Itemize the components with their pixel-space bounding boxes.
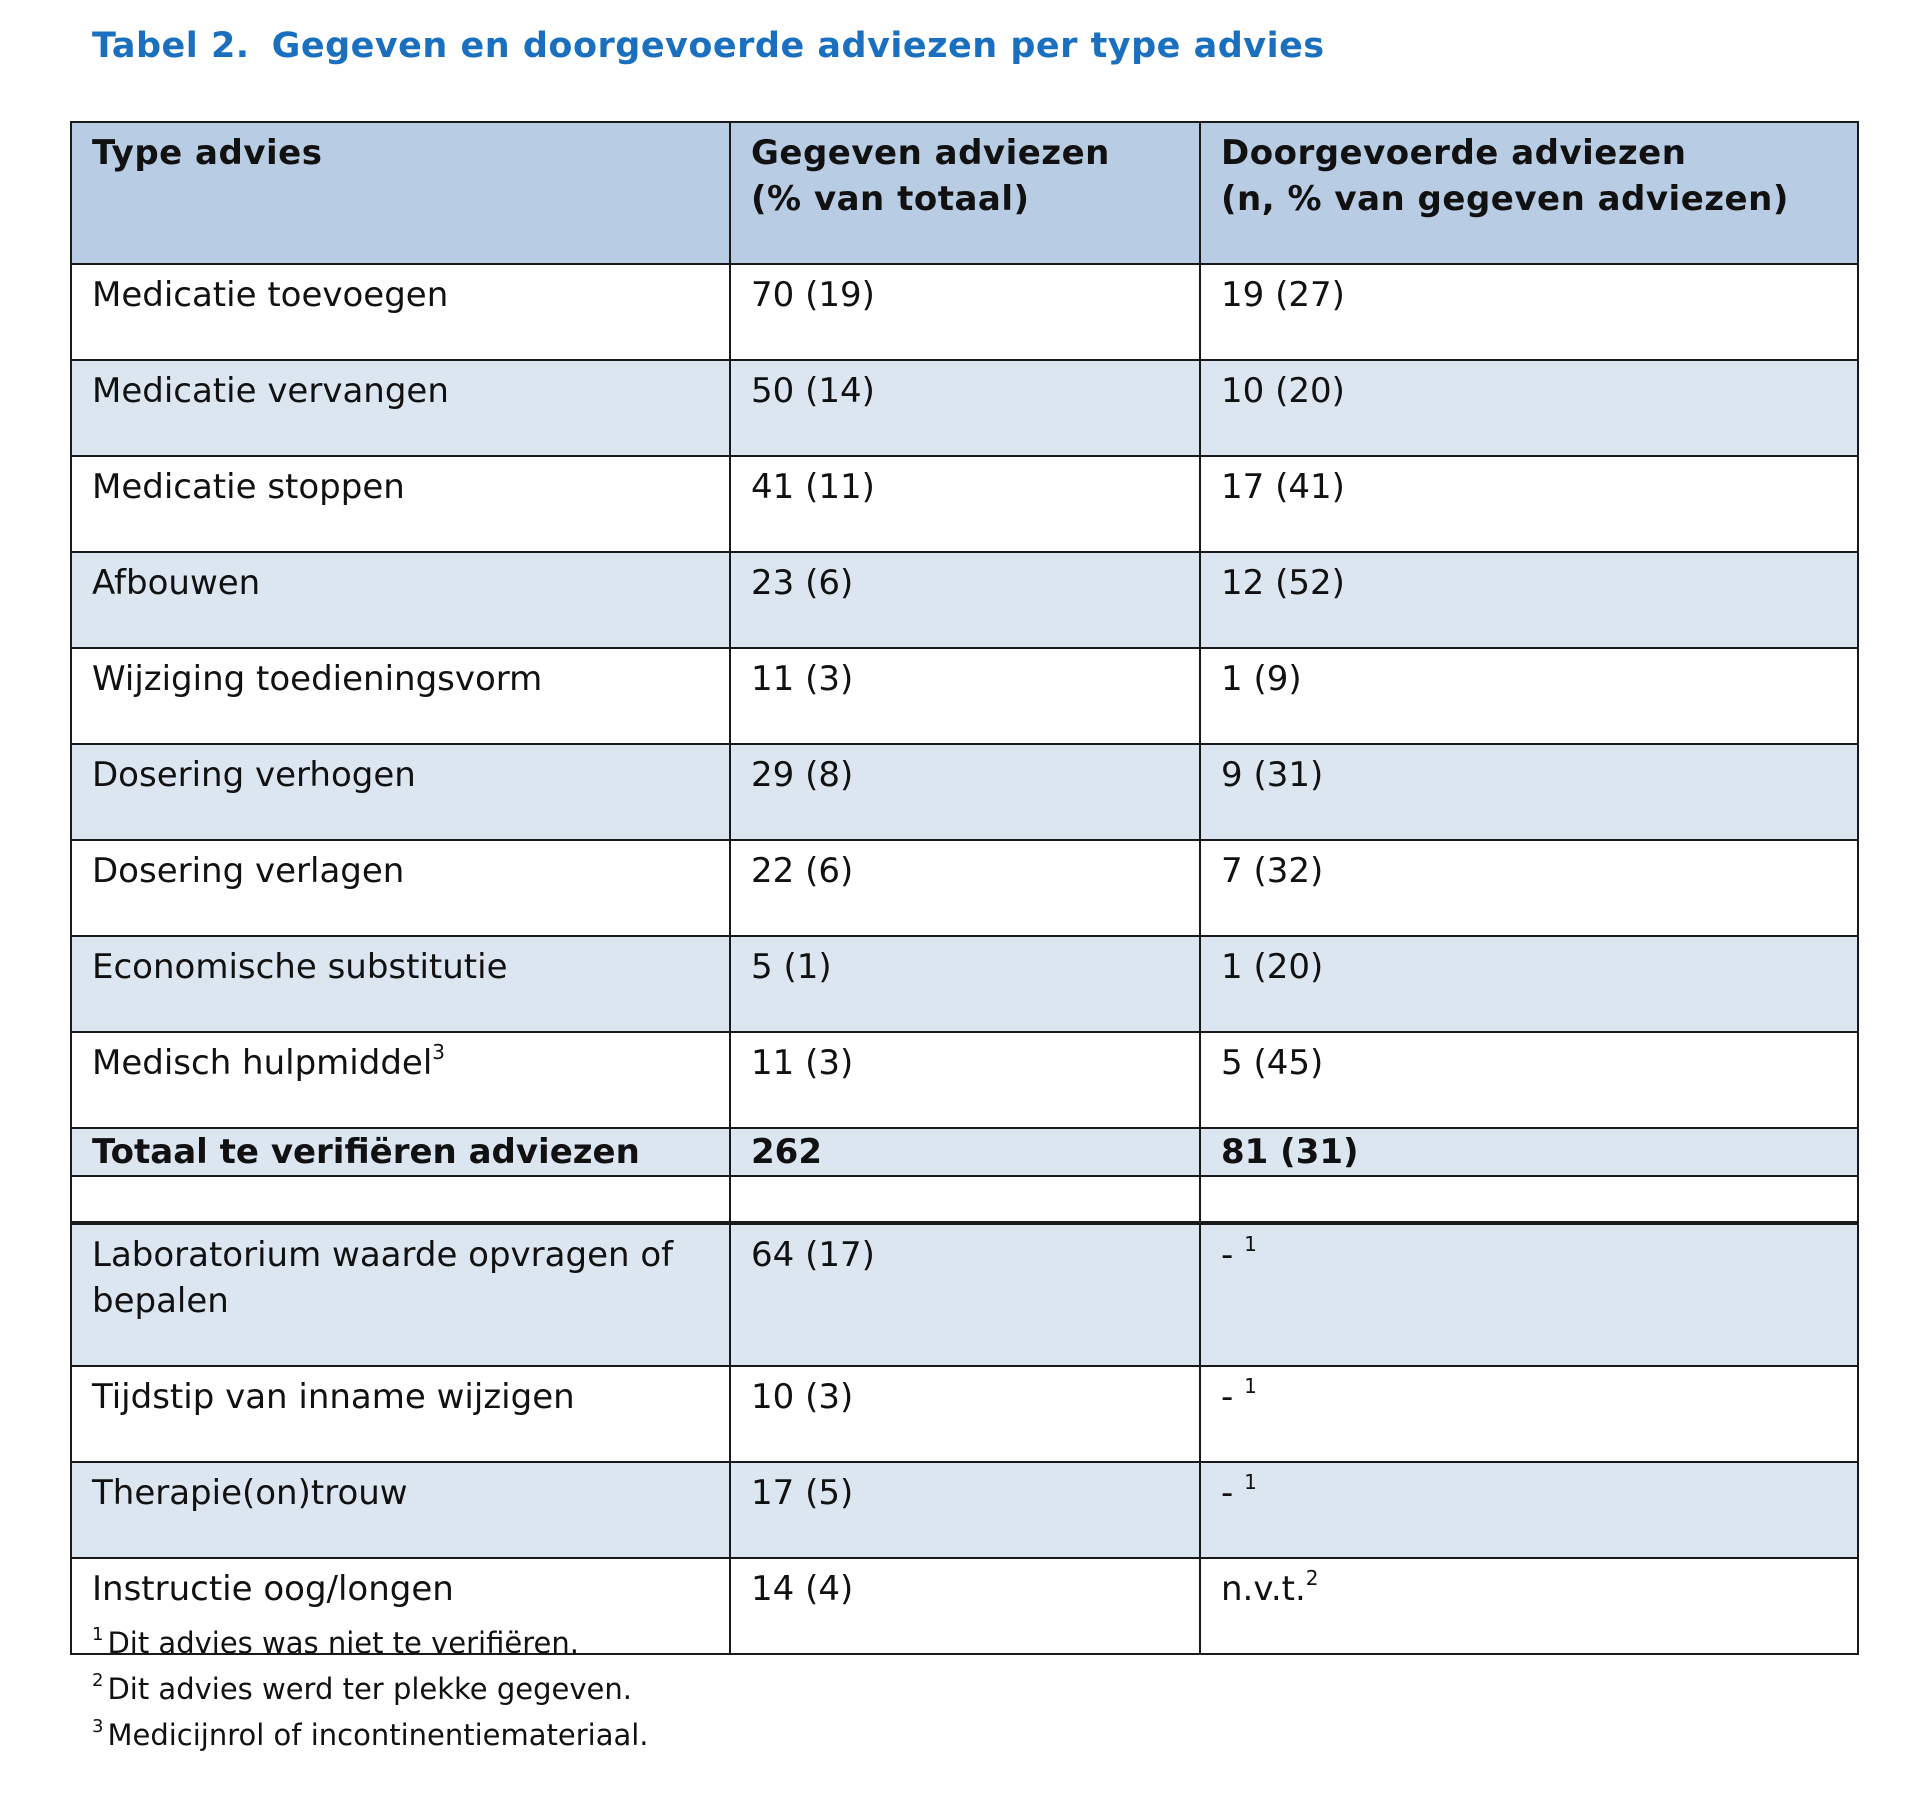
cell-type: Tijdstip van inname wijzigen xyxy=(71,1366,730,1462)
table-row xyxy=(71,936,1858,1032)
cell-doorgevoerd: 19 (27) xyxy=(1200,264,1858,360)
cell-type: Medicatie toevoegen xyxy=(71,264,730,360)
header-type-advies: Type advies xyxy=(71,122,730,264)
total-gegeven: 262 xyxy=(730,1128,1200,1176)
cell-gegeven: 23 (6) xyxy=(730,552,1200,648)
cell-gegeven: 41 (11) xyxy=(730,456,1200,552)
cell-gegeven: 64 (17) xyxy=(730,1223,1200,1366)
cell-type: Therapie(on)trouw xyxy=(71,1462,730,1558)
cell-doorgevoerd: 5 (45) xyxy=(1200,1032,1858,1128)
cell-doorgevoerd: - $^1$ xyxy=(1200,1462,1858,1558)
table-row xyxy=(71,1366,1858,1462)
footnote-ref: 2 xyxy=(1305,1566,1319,1590)
cell-gegeven: 14 (4) xyxy=(730,1558,1200,1654)
table-row xyxy=(71,1462,1858,1558)
cell-gegeven: 29 (8) xyxy=(730,744,1200,840)
cell-doorgevoerd: 7 (32) xyxy=(1200,840,1858,936)
cell-type: Economische substitutie xyxy=(71,936,730,1032)
table-title xyxy=(92,26,1325,66)
cell-gegeven: 17 (5) xyxy=(730,1462,1200,1558)
table-row xyxy=(71,840,1858,936)
table-row xyxy=(71,552,1858,648)
spacer-row xyxy=(71,1176,1858,1223)
cell-doorgevoerd: - $^1$ xyxy=(1200,1366,1858,1462)
total-doorgevoerd: 81 (31) xyxy=(1200,1128,1858,1176)
cell-type: Medisch hulpmiddel$^3$ xyxy=(71,1032,730,1128)
cell-type: Laboratorium waarde opvragen of bepalen xyxy=(71,1223,730,1366)
footnote-mark: 3 xyxy=(92,1716,104,1737)
footnote: $^2$ Dit advies werd ter plekke gegeven. xyxy=(92,1670,632,1706)
advice-table xyxy=(70,121,1859,1655)
footnote-ref: 3 xyxy=(432,1040,445,1064)
cell-gegeven: 70 (19) xyxy=(730,264,1200,360)
cell-gegeven: 50 (14) xyxy=(730,360,1200,456)
table-row xyxy=(71,648,1858,744)
table-row xyxy=(71,744,1858,840)
cell-type: Medicatie vervangen xyxy=(71,360,730,456)
cell-doorgevoerd: n.v.t.$^2$ xyxy=(1200,1558,1858,1654)
cell-type: Wijziging toedieningsvorm xyxy=(71,648,730,744)
footnote-ref: 1 xyxy=(1244,1232,1257,1256)
cell-doorgevoerd: 17 (41) xyxy=(1200,456,1858,552)
cell-type: Instructie oog/longen xyxy=(71,1558,730,1654)
cell-doorgevoerd: 10 (20) xyxy=(1200,360,1858,456)
table-row xyxy=(71,456,1858,552)
cell-gegeven: 10 (3) xyxy=(730,1366,1200,1462)
cell-doorgevoerd: 12 (52) xyxy=(1200,552,1858,648)
footnote-ref: 1 xyxy=(1244,1470,1257,1494)
cell-type: Dosering verhogen xyxy=(71,744,730,840)
cell-type: Afbouwen xyxy=(71,552,730,648)
header-doorgevoerde-adviezen: Doorgevoerde adviezen (n, % van gegeven adviezen) xyxy=(1200,122,1858,264)
total-label: Totaal te verifiëren adviezen xyxy=(71,1128,730,1176)
footnote-ref: 1 xyxy=(1244,1374,1257,1398)
cell-doorgevoerd: 1 (9) xyxy=(1200,648,1858,744)
table-row xyxy=(71,360,1858,456)
cell-gegeven: 11 (3) xyxy=(730,648,1200,744)
header-gegeven-adviezen: Gegeven adviezen (% van totaal) xyxy=(730,122,1200,264)
cell-doorgevoerd: 9 (31) xyxy=(1200,744,1858,840)
total-row xyxy=(71,1128,1858,1176)
table-caption: Gegeven en doorgevoerde adviezen per type advies xyxy=(271,26,1325,66)
cell-gegeven: 22 (6) xyxy=(730,840,1200,936)
footnote-mark: 1 xyxy=(92,1624,104,1645)
footnotes xyxy=(92,1620,649,1758)
cell-doorgevoerd: 1 (20) xyxy=(1200,936,1858,1032)
cell-gegeven: 5 (1) xyxy=(730,936,1200,1032)
footnote-mark: 2 xyxy=(92,1670,104,1691)
footnote: $^3$ Medicijnrol of incontinentiemateriaal. xyxy=(92,1716,649,1752)
table-row xyxy=(71,1032,1858,1128)
table-row xyxy=(71,264,1858,360)
cell-gegeven: 11 (3) xyxy=(730,1032,1200,1128)
cell-doorgevoerd: - $^1$ xyxy=(1200,1223,1858,1366)
footnote: $^1$ Dit advies was niet te verifiëren. xyxy=(92,1624,579,1660)
table-number: Tabel 2. xyxy=(92,26,250,66)
cell-type: Medicatie stoppen xyxy=(71,456,730,552)
cell-type: Dosering verlagen xyxy=(71,840,730,936)
table-row xyxy=(71,1223,1858,1366)
header-row xyxy=(71,122,1858,264)
